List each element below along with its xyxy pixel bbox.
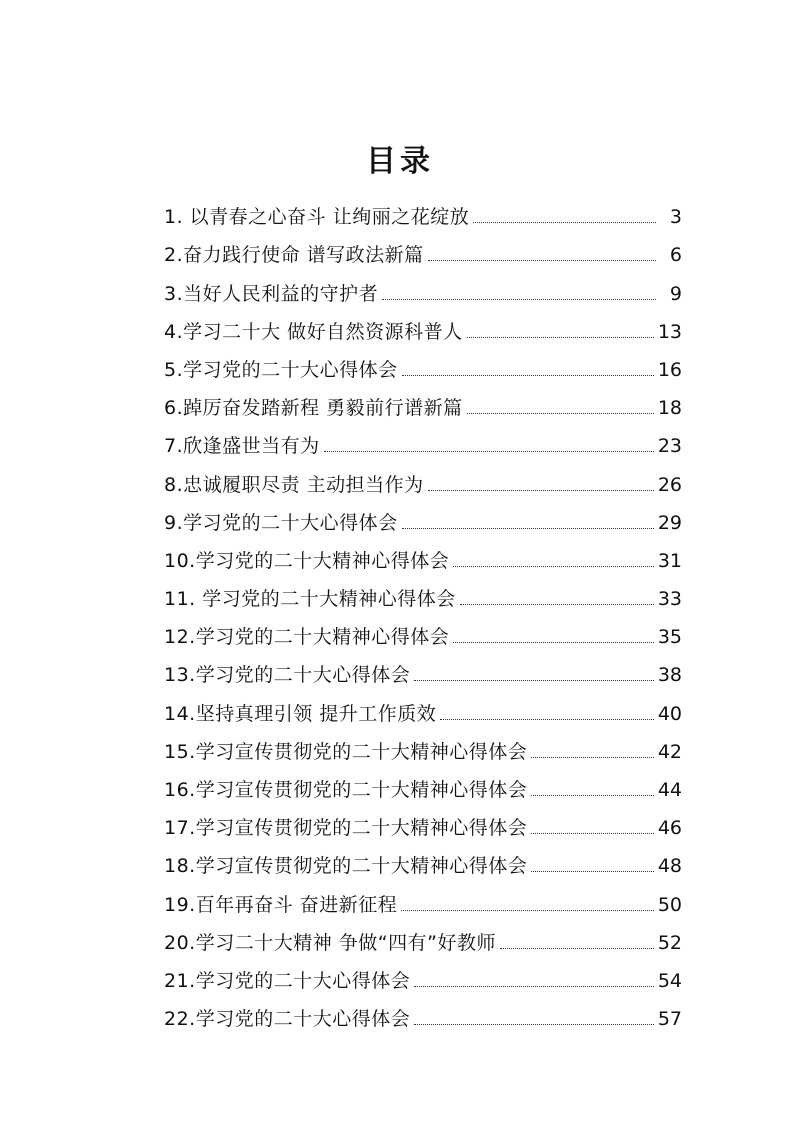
toc-entry-page-number: 33 (657, 588, 682, 611)
toc-entry-title: 1. 以青春之心奋斗 让绚丽之花绽放 (164, 206, 470, 229)
toc-entry-title: 5.学习党的二十大心得体会 (164, 358, 398, 381)
toc-entry[interactable] (164, 191, 682, 229)
toc-entry-page-number: 23 (657, 435, 682, 458)
toc-entry[interactable] (164, 573, 682, 611)
dot-leader (414, 1024, 654, 1025)
dot-leader (531, 871, 654, 872)
toc-list (164, 191, 682, 1031)
toc-entry[interactable] (164, 687, 682, 725)
toc-entry-page-number: 26 (657, 473, 682, 496)
toc-entry[interactable] (164, 611, 682, 649)
dot-leader (500, 948, 654, 949)
dot-leader (531, 795, 654, 796)
toc-entry[interactable] (164, 840, 682, 878)
toc-entry-page-number: 13 (657, 320, 682, 343)
toc-entry-title: 12.学习党的二十大精神心得体会 (164, 626, 450, 649)
toc-entry-page-number: 54 (657, 969, 682, 992)
dot-leader (324, 451, 654, 452)
toc-entry[interactable] (164, 878, 682, 916)
toc-entry[interactable] (164, 229, 682, 267)
dot-leader (401, 910, 654, 911)
dot-leader (460, 604, 654, 605)
toc-entry-page-number: 31 (657, 549, 682, 572)
dot-leader (440, 719, 654, 720)
toc-entry-page-number: 18 (657, 397, 682, 420)
toc-entry-page-number: 52 (657, 931, 682, 954)
toc-entry-title: 3.当好人民利益的守护者 (164, 282, 379, 305)
toc-entry[interactable] (164, 267, 682, 305)
toc-entry-title: 19.百年再奋斗 奋进新征程 (164, 893, 398, 916)
toc-entry[interactable] (164, 955, 682, 993)
dot-leader (531, 757, 654, 758)
dot-leader (467, 413, 654, 414)
dot-leader (428, 260, 656, 261)
toc-entry-title: 21.学习党的二十大心得体会 (164, 969, 411, 992)
toc-entry-page-number: 6 (669, 244, 682, 267)
dot-leader (428, 490, 654, 491)
toc-entry[interactable] (164, 420, 682, 458)
toc-entry-page-number: 9 (669, 282, 682, 305)
dot-leader (531, 833, 654, 834)
toc-entry-title: 15.学习宣传贯彻党的二十大精神心得体会 (164, 740, 528, 763)
dot-leader (414, 680, 654, 681)
dot-leader (467, 337, 654, 338)
toc-entry[interactable] (164, 802, 682, 840)
toc-entry-title: 17.学习宣传贯彻党的二十大精神心得体会 (164, 817, 528, 840)
toc-entry[interactable] (164, 535, 682, 573)
toc-entry-page-number: 57 (657, 1008, 682, 1031)
toc-entry[interactable] (164, 917, 682, 955)
dot-leader (473, 222, 656, 223)
toc-entry-page-number: 46 (657, 817, 682, 840)
toc-entry-page-number: 35 (657, 626, 682, 649)
toc-entry-title: 9.学习党的二十大心得体会 (164, 511, 398, 534)
toc-entry[interactable] (164, 344, 682, 382)
toc-entry-title: 11. 学习党的二十大精神心得体会 (164, 588, 456, 611)
toc-entry-page-number: 50 (657, 893, 682, 916)
toc-entry-title: 7.欣逢盛世当有为 (164, 435, 320, 458)
toc-entry[interactable] (164, 458, 682, 496)
toc-entry-page-number: 16 (657, 358, 682, 381)
toc-entry-page-number: 48 (657, 855, 682, 878)
toc-entry[interactable] (164, 764, 682, 802)
dot-leader (453, 566, 654, 567)
toc-entry-page-number: 40 (657, 702, 682, 725)
toc-entry[interactable] (164, 649, 682, 687)
toc-entry-page-number: 42 (657, 740, 682, 763)
toc-entry-title: 10.学习党的二十大精神心得体会 (164, 549, 450, 572)
toc-entry-title: 18.学习宣传贯彻党的二十大精神心得体会 (164, 855, 528, 878)
toc-entry-title: 14.坚持真理引领 提升工作质效 (164, 702, 437, 725)
toc-entry-title: 16.学习宣传贯彻党的二十大精神心得体会 (164, 779, 528, 801)
toc-entry[interactable] (164, 993, 682, 1031)
toc-entry-title: 4.学习二十大 做好自然资源科普人 (164, 320, 463, 343)
dot-leader (402, 528, 654, 529)
toc-entry[interactable] (164, 382, 682, 420)
toc-entry-title: 2.奋力践行使命 谱写政法新篇 (164, 244, 424, 267)
toc-entry-page-number: 44 (657, 779, 682, 801)
toc-entry-page-number: 29 (657, 511, 682, 534)
toc-title: 目录 (366, 144, 434, 179)
dot-leader (453, 642, 654, 643)
toc-entry[interactable] (164, 306, 682, 344)
toc-entry-title: 22.学习党的二十大心得体会 (164, 1008, 411, 1031)
toc-entry[interactable] (164, 726, 682, 764)
toc-entry-title: 8.忠诚履职尽责 主动担当作为 (164, 473, 424, 496)
toc-entry-page-number: 38 (657, 664, 682, 687)
dot-leader (382, 299, 656, 300)
toc-entry-title: 13.学习党的二十大心得体会 (164, 664, 411, 687)
toc-entry-page-number: 3 (669, 206, 682, 229)
toc-entry-title: 6.踔厉奋发踏新程 勇毅前行谱新篇 (164, 397, 463, 420)
dot-leader (402, 375, 654, 376)
toc-entry-title: 20.学习二十大精神 争做“四有”好教师 (164, 931, 496, 954)
dot-leader (414, 986, 654, 987)
toc-entry[interactable] (164, 497, 682, 535)
